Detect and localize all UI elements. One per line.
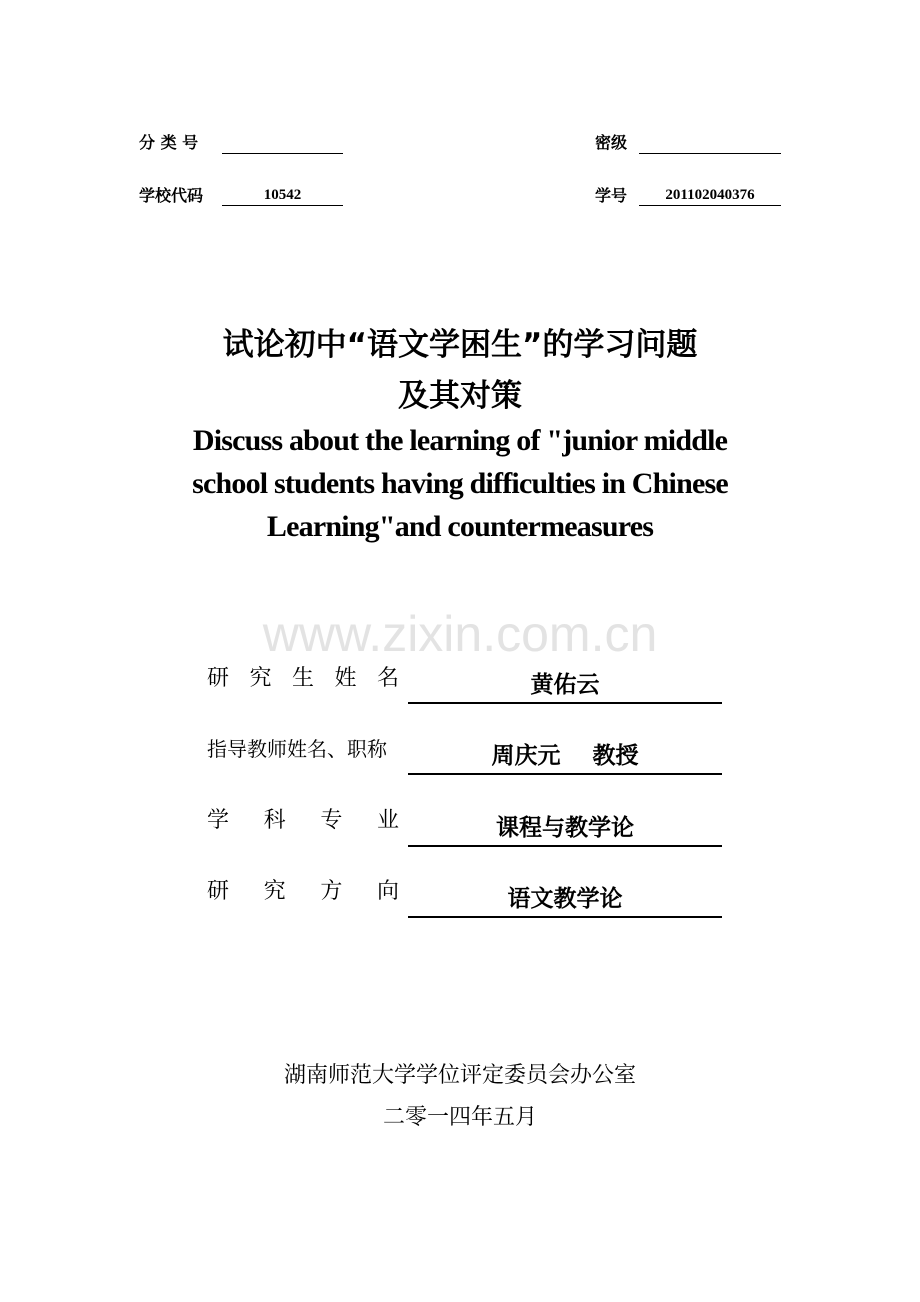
student-id-value: 201102040376 — [639, 185, 781, 206]
label-char: 究 — [249, 666, 272, 691]
label-char: 专 — [320, 808, 343, 833]
classification-value — [222, 133, 343, 154]
label-char: 研 — [207, 666, 230, 691]
title-en-line2: school students having difficulties in Chinese — [192, 467, 728, 500]
label-char: 姓 — [334, 666, 357, 691]
issue-date: 二零一四年五月 — [382, 1105, 537, 1130]
title-cn-line2: 及其对策 — [398, 378, 522, 414]
label-char: 向 — [376, 879, 399, 904]
student-name-value: 黄佑云 — [408, 668, 722, 704]
label-char: 学 — [207, 808, 230, 833]
secrecy-value — [639, 133, 781, 154]
label-char: 研 — [207, 879, 230, 904]
title-cn-line1: 试论初中“语文学困生”的学习问题 — [222, 327, 698, 363]
advisor-label: 指导教师姓名、职称 — [207, 737, 387, 761]
classification-label: 分 类 号 — [139, 133, 199, 152]
school-code-value: 10542 — [222, 185, 343, 206]
label-char: 生 — [291, 666, 314, 691]
watermark: www.zixin.com.cn — [262, 606, 658, 662]
secrecy-label: 密级 — [595, 133, 628, 152]
direction-value: 语文教学论 — [408, 882, 722, 918]
label-char: 科 — [263, 808, 286, 833]
advisor-value: 周庆元 教授 — [408, 739, 722, 775]
label-char: 究 — [263, 879, 286, 904]
label-char: 名 — [376, 666, 399, 691]
school-code-label: 学校代码 — [139, 186, 204, 205]
major-label — [207, 806, 399, 836]
label-char: 业 — [376, 808, 399, 833]
student-id-label: 学号 — [595, 186, 628, 205]
title-en-line1: Discuss about the learning of "junior middle — [192, 424, 728, 457]
major-value: 课程与教学论 — [408, 811, 722, 847]
direction-label — [207, 877, 399, 907]
student-name-label — [207, 664, 399, 694]
label-char: 方 — [320, 879, 343, 904]
issuing-office: 湖南师范大学学位评定委员会办公室 — [283, 1063, 636, 1088]
title-en-line3: Learning"and countermeasures — [266, 510, 654, 543]
